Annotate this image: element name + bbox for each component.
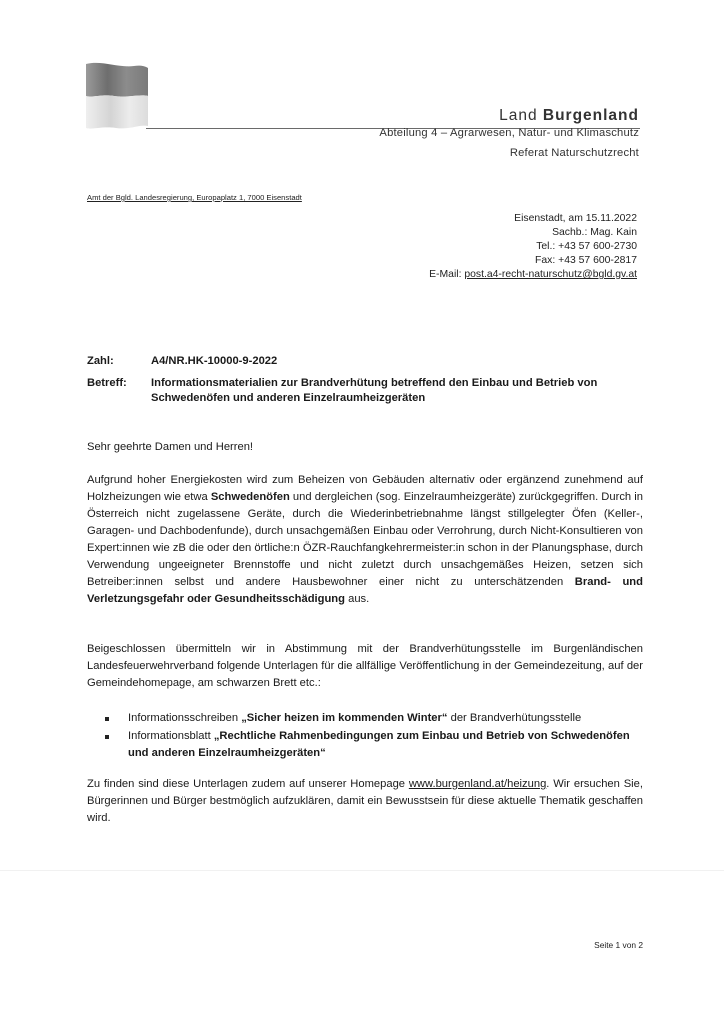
subject [87, 376, 647, 406]
betreff-label: Betreff: [87, 377, 127, 389]
place-date: Eisenstadt, am 15.11.2022 [514, 213, 637, 224]
sender-address: Amt der Bgld. Landesregierung, Europaplatz 1, 7000 Eisenstadt [87, 193, 302, 202]
email-link[interactable]: post.a4-recht-naturschutz@bgld.gv.at [464, 269, 637, 280]
letter-meta [429, 212, 637, 282]
betreff-value: Informationsmaterialien zur Brandverhütung betreffend den Einbau und Betrieb von Schwedenöfen und anderen Einzelraumheizgeräten [151, 377, 598, 404]
salutation: Sehr geehrte Damen und Herren! [87, 441, 254, 453]
page-divider [0, 870, 724, 871]
page-number: Seite 1 von 2 [594, 940, 643, 950]
attachment-list [105, 710, 643, 763]
paragraph-2: Beigeschlossen übermitteln wir in Abstimmung mit der Brandverhütungsstelle im Burgenländischen Landesfeuerwehrverband folgende Unterlagen für die allfällige Veröffentlichung in der Gemeindezeitung, auf der Gemeindehomepage, am schwarzen Brett etc.: [87, 643, 643, 689]
zahl-label: Zahl: [87, 355, 114, 367]
clerk: Sachb.: Mag. Kain [552, 227, 637, 238]
paragraph-1: Aufgrund hoher Energiekosten wird zum Beheizen von Gebäuden alternativ oder ergänzend zunehmend auf Holzheizungen wie etwa Schwedenöfen und dergleichen (sog. Einzelraumheizgeräte) zurückgegriffen. Durch in Österreich nicht zugelassene Geräte, durch die Wiederinbetriebnahme längst stillgelegter Öfen (Keller-, Garagen- und Dachbodenfunde), durch unsachgemäßen Einbau oder Verrohrung, durch Nicht-Konsultieren von Expert:innen wie zB die oder den örtliche:n ÖZR-Rauchfangkehrermeister:in schon in der Planungsphase, durch Verwendung ungeeigneter Brennstoffe und nicht zuletzt durch unsachgemäßes Heizen, setzen sich Betreiber:innen selbst und andere Hausbewohner einer nicht zu unterschätzenden Brand- und Verletzungsgefahr oder Gesundheitsschädigung aus. [87, 474, 643, 605]
email-line: E-Mail: post.a4-recht-naturschutz@bgld.gv.at [429, 269, 637, 280]
bullet-icon [105, 735, 109, 739]
organization-name: Land Burgenland [499, 107, 639, 124]
paragraph-3: Zu finden sind diese Unterlagen zudem auf unserer Homepage www.burgenland.at/heizung. Wir ersuchen Sie, Bürgerinnen und Bürger bestmöglich aufzuklären, damit ein Bewusstsein für diese aktuelle Thematik geschaffen wird. [87, 778, 643, 824]
unit-name: Referat Naturschutzrecht [509, 147, 639, 159]
zahl-value: A4/NR.HK-10000-9-2022 [151, 355, 278, 367]
phone: Tel.: +43 57 600-2730 [536, 241, 637, 252]
list-item: Informationsblatt „Rechtliche Rahmenbedingungen zum Einbau und Betrieb von Schwedenöfen und anderen Einzelraumheizgeräten“ [105, 728, 643, 762]
department-name: Abteilung 4 – Agrarwesen, Natur- und Klimaschutz [379, 127, 639, 139]
bullet-icon [105, 717, 109, 721]
list-item: Informationsschreiben „Sicher heizen im kommenden Winter“ der Brandverhütungsstelle [105, 710, 643, 727]
homepage-link[interactable]: www.burgenland.at/heizung [408, 778, 547, 790]
burgenland-flag-logo [84, 60, 150, 132]
fax: Fax: +43 57 600-2817 [535, 255, 637, 266]
